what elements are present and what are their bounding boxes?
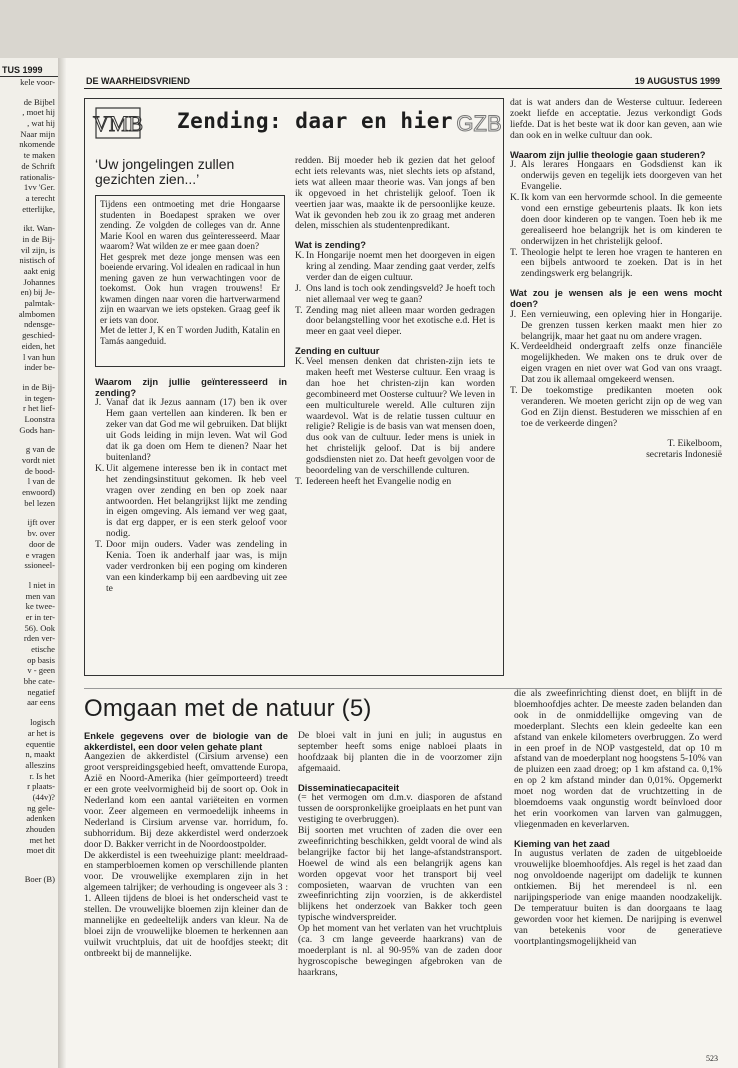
paragraph: De akkerdistel is een tweehuizige plant: meeldraad- en stamperbloemen komen op verschillende planten voor. De vrouwelijke exemplaren zijn in het algemeen talrijker; de verhouding is ongeveer als 3 : 1. Alleen tijdens de bloei is het onderscheid vast te stellen. De vrouwelijke bloemen zijn kleiner dan de mannelijke en gedeeltelijk anders van kleur. Na de bloei zijn de vrouwelijke bloemen te herkennen aan vuilwit vruchtpluis, dat uit de hoofdjes steekt; dit ontbreekt bij de mannelijke.	[84, 849, 288, 959]
article-frame	[84, 98, 504, 676]
left-page-line	[0, 373, 58, 382]
left-page-line	[0, 856, 58, 865]
left-page-line: ke twee-	[25, 601, 55, 612]
left-page-strip	[0, 58, 59, 1068]
vmb-logo-text: VMB	[92, 111, 144, 136]
gzb-logo-icon	[456, 107, 502, 137]
qa-item	[510, 342, 722, 386]
left-page-line: nistisch of	[19, 255, 55, 266]
qa-item	[95, 398, 287, 463]
speaker-letter: K.	[295, 356, 305, 367]
page-number: 523	[706, 1054, 718, 1063]
left-page-line: de Schrift	[21, 160, 55, 171]
left-page-line: met het	[29, 834, 55, 845]
section-heading: Wat zou je wensen als je een wens mocht doen?	[510, 287, 722, 309]
answer-text: Een vernieuwing, een opleving hier in Hongarije. De grenzen tussen kerken maakt men hier zo belangrijk, maar het gaat nu om andere vragen.	[521, 308, 722, 342]
paragraph: Op het moment van het verlaten van het vruchtpluis (ca. 3 cm lange geveerde haarkrans) van de moederplant is nl. al 90-95% van de zaden door hygroscopische bewegingen afgebroken van de haarkrans,	[298, 923, 502, 978]
qa-item	[95, 540, 287, 595]
left-page-line: vil zijn, is	[20, 244, 55, 255]
paragraph: Bij soorten met vruchten of zaden die over een zweefinrichting beschikken, geldt vooral de wind als belangrijke factor bij het lange-afstandstransport. Hoewel de wind als een belangrijk agens kan worden opgevat voor het transport bij veel composieten, waarvan de vruchten van een zweefinrichting zijn voorzien, is de akkerdistel blijkens het onderzoek van Bakker toch geen typische windverspreider.	[298, 825, 502, 924]
qa-item	[510, 386, 722, 430]
left-page-line: ng gele-	[27, 802, 55, 813]
left-page-line: l van hun	[23, 351, 55, 362]
left-page-line: ijft over	[27, 517, 55, 528]
left-page-line: bhe cate-	[23, 676, 55, 687]
answer-text: Verdeeldheid ondergraaft zelfs onze financiële mogelijkheden. We maken ons te druk over de eigen vragen en niet over wat God van ons vraagt. Dat zou ik allemaal omgekeerd wensen.	[521, 341, 722, 386]
speaker-letter: T.	[510, 246, 518, 258]
left-page-line: etterlijke,	[22, 203, 55, 214]
left-page-line: alleszins	[25, 759, 55, 770]
left-page-line: bv. over	[27, 528, 55, 539]
vmb-logo-icon	[92, 107, 144, 139]
answer-text: Uit algemene interesse ben ik in contact met het zendingsinstituut gekomen. Ik heb veel vragen over zending en ben op zoek naar antwoorden. Het belangrijkst lijkt me zending in eigen omgeving. Als iemand ver weg gaat, is dat erg dapper, er is een sterk geloof voor nodig.	[106, 462, 287, 540]
speaker-letter: K.	[510, 341, 520, 353]
answer-text: Zending mag niet alleen maar worden gedragen door belangstelling voor het exotische e.d. Het is meer en gaat veel dieper.	[306, 304, 495, 338]
left-page-line: ar het is	[27, 727, 55, 738]
qa-item	[295, 477, 495, 488]
paragraph: die als zweefinrichting dienst doet, en blijft in de bloemhoofdjes achter. De meeste zaden belanden dan ook in de onmiddellijke omgeving van de moederplant. Slechts een klein gedeelte kan een afstand van enkele kilometers overbruggen. Zo werd in een proef in de NOP vastgesteld, dat op 10 m afstand van de moederplant nog hoogstens 5-10% van de pluizen een zaad droeg; op 1 km afstand ca. 0,1% en op 2 km afstand minder dan 0,01%. Opgemerkt moet nog worden dat de vruchtzetting in de bloemdoems vaak ongunstig wordt beïnvloed door het erin voorkomen van larven van galmuggen, vliegenmaden en keverlarven.	[514, 688, 722, 830]
left-page-line	[0, 88, 58, 97]
left-page-line: , wat hij	[27, 118, 55, 129]
left-page-line: v - geen	[27, 665, 55, 676]
left-page-line: de Bijbel	[23, 96, 55, 107]
left-page-line: palmtak-	[24, 298, 55, 309]
qa-item	[295, 284, 495, 306]
article-quote: ‘Uw jongelingen zullen gezichten zien...’	[95, 156, 235, 187]
left-page-header: TUS 1999	[0, 58, 58, 77]
article-title: Omgaan met de natuur (5)	[84, 695, 372, 722]
left-page-line: ssioneel-	[24, 560, 55, 571]
column-2	[295, 156, 495, 488]
column-2	[298, 731, 502, 979]
left-page-line: Gods han-	[19, 424, 55, 435]
qa-item	[510, 160, 722, 193]
article-zending	[84, 98, 722, 676]
left-page-line: (44v)?	[32, 791, 55, 802]
paragraph: (= het vermogen om d.m.v. diasporen de afstand tussen de oorspronkelijke groeiplaats en het punt van vestiging te overbruggen).	[298, 792, 502, 826]
left-page-line: vordt niet	[21, 455, 55, 465]
left-page-line: 56). Ook	[24, 622, 55, 633]
left-page-line: etische	[31, 644, 55, 654]
column-1	[84, 731, 288, 960]
left-page-line: geschied-	[22, 330, 55, 341]
speaker-letter: K.	[95, 462, 105, 474]
section-heading: Kieming van het zaad	[514, 837, 610, 849]
left-page-line: door de	[28, 538, 55, 549]
qa-item	[510, 310, 722, 343]
left-page-line: Boer (B)	[24, 874, 55, 885]
qa-item	[510, 193, 722, 248]
answer-text: De toekomstige predikanten moeten ook veranderen. We moeten gericht zijn op de weg van God en Zijn dienst. Bestuderen we misschien af en toe de verkeerde dingen?	[521, 385, 722, 429]
left-page-line: enwoord)	[22, 487, 55, 498]
intro-paragraph: Met de letter J, K en T worden Judith, Katalin en Tamás aangeduid.	[100, 325, 280, 346]
paragraph: dat is wat anders dan de Westerse cultuur. Iedereen zoekt liefde en acceptatie. Jezus verkondigt Gods liefde. Dat is het beste wat ik door kan geven, aan wie dan ook en in welke cultuur dan ook.	[510, 97, 722, 141]
left-page-line: ndensge-	[23, 319, 55, 330]
answer-text: Door mijn ouders. Vader was zendeling in Kenia. Toen ik anderhalf jaar was, is mijn vader verdronken bij een poging om kinderen van een kinderkamp bij een aardbeving uit zee te	[106, 539, 287, 594]
intro-paragraph: Tijdens een ontmoeting met drie Hongaarse studenten in Boedapest spraken we over zending. Ze volgden de colleges van dr. Anne Marie Kool en waren dus geïnteresseerd. Maar waarom? Wat wilden ze er mee gaan doen?	[100, 199, 280, 251]
left-page-line	[0, 708, 58, 717]
left-page-line: bel lezen	[24, 497, 55, 508]
newspaper-page	[66, 58, 738, 1068]
left-page-line: er in ter-	[25, 611, 55, 622]
left-page-line: eiden, het	[21, 340, 55, 351]
left-page-line: men van	[25, 590, 55, 601]
left-page-line: a terecht	[25, 192, 55, 203]
left-page-line: ikt. Wan-	[23, 223, 55, 234]
left-page-line: 1vv 'Ger.	[23, 182, 55, 193]
left-page-line: l niet in	[28, 579, 55, 590]
speaker-letter: T.	[295, 304, 303, 316]
left-page-line	[0, 571, 58, 580]
answer-text: In Hongarije noemt men het doorgeven in eigen kring al zending. Maar zending gaat verder, zelfs verder dan de eigen cultuur.	[306, 250, 495, 283]
left-page-line: e vragen	[25, 549, 55, 560]
answer-text: Theologie helpt te leren hoe vragen te hanteren en een bijbels antwoord te zoeken. Dat is in het zendingswerk erg belangrijk.	[521, 246, 722, 280]
left-page-line: l van de	[27, 476, 55, 487]
speaker-letter: K.	[510, 192, 520, 204]
article-title: Zending: daar en hier	[177, 109, 454, 133]
answer-text: Veel mensen denken dat christen-zijn iets te maken heeft met Westerse cultuur. Een vraag is dan hoe het christen-zijn kan worden gecombineerd met Oosterse cultuur? We leven in een multiculturele wereld. Alle culturen zijn waardevol. Wat is de relatie tussen cultuur en religie? Religie is de basis van wat mensen doen, dus ook van de cultuur. Ieder mens is uniek in het christelijk geloof. Dat is bij andere godsdiensten niet zo. Dat heeft gevolgen voor de beoordeling van de verschillende culturen.	[306, 356, 495, 477]
qa-item	[295, 251, 495, 284]
speaker-letter: J.	[510, 308, 517, 320]
speaker-letter: T.	[295, 475, 303, 487]
speaker-letter: T.	[95, 539, 103, 551]
left-page-line: r plaats-	[27, 781, 55, 792]
left-page-line: logisch	[30, 717, 55, 728]
left-page-line: in tegen-	[24, 392, 55, 403]
paragraph: In augustus verlaten de zaden de uitgebloeide vrouwelijke bloemhoofdjes. Als regel is het zaad dan nog onvoldoende nagerijpt om dadelijk te kunnen ontkiemen. Bij het merendeel is nl. een narijpingsperiode van enige maanden noodzakelijk. De temperatuur buiten is dan doorgaans te laag geworden voor het kiemen. De narijping is evenwel van betekenis voor de generatieve voortplantingsmogelijkheid van	[514, 848, 722, 947]
answer-text: Ik kom van een hervormde school. In die gemeente vond een ernstige gebeurtenis plaats. Ik kon iets doen door kinderen op te vangen. Toen heb ik me gerealiseerd hoe belangrijk het is om kinderen te onderwijzen in het christelijk geloof.	[521, 192, 722, 247]
left-page-line: moet dit	[26, 845, 55, 856]
answer-text: Ons land is toch ook zendingsveld? Je hoeft toch niet allemaal ver weg te gaan?	[306, 282, 495, 305]
left-page-line: op basis	[27, 654, 55, 665]
gzb-logo-text: GZB	[456, 111, 502, 136]
qa-item	[510, 248, 722, 281]
left-page-line: in de Bij-	[22, 381, 55, 392]
qa-item	[295, 357, 495, 477]
article-natuur	[84, 688, 722, 1067]
answer-text: Vanaf dat ik Jezus aannam (17) ben ik over Hem gaan vertellen aan kinderen. Ik ben er zeker van dat God me wil gebruiken. Dat blijkt uit Gods leiding in mijn leven. Wat wil God dat ik ga doen om Hem te dienen? Naar het buitenland?	[106, 397, 287, 463]
left-page-line: adenken	[26, 813, 55, 824]
paragraph: Aangezien de akkerdistel (Cirsium arvense) een groot verspreidingsgebied heeft, omvattende Europa, Azië en Noord-Amerika (hier geïmporteerd) treedt er een grote veelvormigheid bij de soort op. Ook in Nederland kom een aantal variëteiten en vormen voor. Zeer algemeen en vermoedelijk inheems in Nederland is Cirsium arvense var. horridum, fo. subhorridum. Bij deze akkerdistel werd onderzoek door D. Bakker verricht in de Noordoostpolder.	[84, 751, 288, 850]
left-page-line: nkomende	[19, 139, 55, 150]
left-page-text	[0, 77, 58, 885]
left-page-line: Johannes	[23, 276, 55, 287]
column-1	[95, 377, 287, 595]
section-heading: Waarom zijn jullie geïnteresseerd in zending?	[95, 376, 287, 398]
speaker-letter: J.	[510, 159, 517, 171]
left-page-line: r. Is het	[29, 770, 55, 781]
answer-text: Als lerares Hongaars en Godsdienst kan ik onderwijs geven en tegelijk iets doorgeven van het Evangelie.	[521, 159, 722, 193]
qa-item	[95, 464, 287, 540]
answer-text: Iedereen heeft het Evangelie nodig en	[306, 475, 452, 487]
left-page-line	[0, 508, 58, 517]
left-page-line: almbomen	[18, 308, 55, 319]
left-page-line: rationalis-	[20, 171, 55, 182]
left-page-line: te maken	[23, 150, 55, 161]
page-header	[84, 72, 722, 89]
speaker-letter: K.	[295, 250, 305, 262]
intro-paragraph: Het gesprek met deze jonge mensen was een boeiende ervaring. Vol idealen en radicaal in hun mening gaven ze hun verwachtingen voor de toekomst. Ook hun vragen trouwens! Er kwamen dingen naar voren die hartverwarmend zijn en waarvan we iets opsteken. Graag geef ik er iets van door.	[100, 251, 280, 325]
left-page-line: r het lief-	[23, 403, 55, 414]
left-page-line: aakt enig	[23, 266, 55, 276]
left-page-line: negatief	[27, 686, 55, 697]
left-page-line: n, maakt	[25, 749, 55, 760]
paragraph: De bloei valt in juni en juli; in augustus en september heeft soms enige nabloei plaats in hoofdzaak bij planten die in de voorzomer zijn afgemaaid.	[298, 730, 502, 774]
section-heading: Zending en cultuur	[295, 345, 380, 357]
left-page-line: , moet hij	[22, 107, 55, 118]
left-page-line: g van de	[25, 444, 55, 455]
paragraph: redden. Bij moeder heb ik gezien dat het geloof echt iets relevants was, niet slechts iets op afstand, iets wat alleen maar theorie was. Van jongs af ben ik opgevoed in het christelijk geloof. Toen ik veertien jaar was, maakte ik de persoonlijke keuze. Wat ik gevonden heb zou ik zo graag met anderen delen, misschien als studentenpredikant.	[295, 155, 495, 232]
left-page-line: inder be-	[24, 362, 55, 373]
signature-name: T. Eikelboom,	[667, 437, 722, 449]
left-page-line: de bood-	[24, 465, 55, 476]
left-page-line: zhouden	[25, 824, 55, 834]
column-3	[514, 689, 722, 948]
signature-role: secretaris Indonesië	[646, 448, 722, 460]
section-heading: Disseminatiecapaciteit	[298, 781, 400, 793]
left-page-line: in de Bij-	[22, 233, 55, 244]
publication-date: 19 AUGUSTUS 1999	[634, 76, 720, 86]
left-page-line	[0, 435, 58, 444]
speaker-letter: J.	[295, 282, 302, 294]
page-spine	[58, 58, 66, 1068]
qa-item	[295, 306, 495, 339]
left-page-line: Naar mijn	[20, 128, 55, 139]
left-page-line	[0, 865, 58, 874]
section-heading: Waarom zijn jullie theologie gaan studeren?	[510, 148, 706, 160]
left-page-line: equentie	[25, 738, 55, 749]
publication-name: DE WAARHEIDSVRIEND	[86, 76, 191, 86]
column-3	[510, 98, 722, 460]
left-page-line: rden ver-	[23, 633, 55, 644]
left-page-line: aar eens	[27, 697, 55, 708]
left-page-line: kele voor-	[20, 77, 55, 87]
speaker-letter: J.	[95, 397, 102, 409]
article-lead: Enkele gegevens over de biologie van de akkerdistel, een door velen gehate plant	[84, 730, 288, 752]
speaker-letter: T.	[510, 385, 518, 397]
left-page-line	[0, 214, 58, 223]
left-page-line: en) bij Je-	[20, 287, 55, 298]
intro-box	[95, 195, 285, 367]
left-page-line: Loonstra	[24, 413, 55, 424]
section-heading: Wat is zending?	[295, 239, 367, 251]
